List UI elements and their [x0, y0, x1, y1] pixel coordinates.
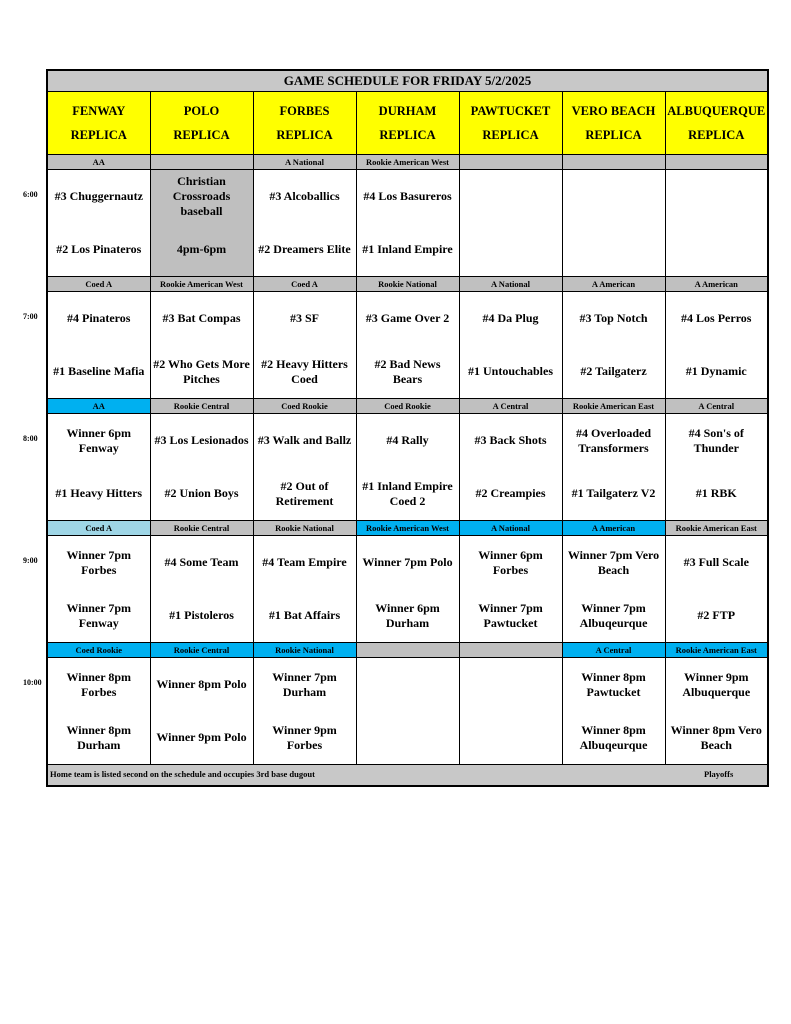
division-label: Coed Rookie [47, 643, 150, 658]
field-subtitle: REPLICA [276, 128, 333, 142]
division-label: Coed A [47, 521, 150, 536]
away-team: #4 Los Basureros [363, 189, 452, 203]
home-team: #1 Bat Affairs [268, 608, 341, 622]
game-cell [253, 292, 356, 399]
schedule-table [46, 69, 769, 787]
field-header-vero-beach [562, 92, 665, 155]
home-team: #1 Inland Empire [362, 242, 453, 256]
footer-note: Home team is listed second on the schedule and occupies 3rd base dugout [50, 769, 315, 779]
away-team: #4 Pinateros [67, 311, 131, 325]
home-team: #2 Tailgaterz [580, 364, 647, 378]
field-name: DURHAM [378, 104, 437, 118]
division-label: AA [47, 155, 150, 170]
game-cell [562, 536, 665, 643]
division-label: Rookie American East [562, 399, 665, 414]
away-team: Winner 7pm Durham [272, 669, 337, 699]
division-label: Coed A [47, 277, 150, 292]
field-name: POLO [183, 104, 220, 118]
away-team: Winner 6pm Fenway [66, 425, 132, 455]
away-team: #4 Team Empire [262, 555, 347, 569]
field-name: ALBUQUERQUE [667, 104, 766, 118]
away-team: Winner 6pm Forbes [478, 547, 543, 577]
division-label: Coed Rookie [356, 399, 459, 414]
away-team: #4 Some Team [164, 555, 239, 569]
field-header-albuquerque [665, 92, 768, 155]
home-team: #1 RBK [695, 486, 737, 500]
away-team: #4 Son's of Thunder [688, 425, 744, 455]
game-cell [356, 414, 459, 521]
game-cell [47, 414, 150, 521]
division-label: Rookie American West [150, 277, 253, 292]
game-cell [665, 170, 768, 277]
home-team: #2 Heavy Hitters Coed [261, 356, 348, 386]
reserved-cell [150, 170, 253, 277]
division-label [665, 155, 768, 170]
field-header-polo [150, 92, 253, 155]
home-team: Winner 7pm Albuqeurque [579, 600, 648, 630]
field-subtitle: REPLICA [585, 128, 642, 142]
home-team: #1 Untouchables [467, 364, 553, 378]
time-label: 10:00 [23, 677, 42, 687]
division-label: A Central [459, 399, 562, 414]
game-cell [47, 536, 150, 643]
game-cell [459, 170, 562, 277]
away-team: #3 Bat Compas [162, 311, 241, 325]
division-label: A American [562, 277, 665, 292]
division-label: Coed A [253, 277, 356, 292]
away-team [563, 170, 665, 223]
game-cell [459, 536, 562, 643]
field-name: PAWTUCKET [470, 104, 551, 118]
away-team: #3 Full Scale [683, 555, 749, 569]
field-header-durham [356, 92, 459, 155]
division-label: A American [562, 521, 665, 536]
game-cell [665, 292, 768, 399]
game-cell [356, 292, 459, 399]
home-team [460, 711, 562, 764]
home-team: Winner 9pm Polo [156, 730, 247, 744]
field-name: VERO BEACH [571, 104, 656, 118]
footer-bar [47, 765, 768, 787]
game-cell [562, 292, 665, 399]
division-label: Rookie American East [665, 643, 768, 658]
away-team: Winner 7pm Vero Beach [567, 547, 660, 577]
game-cell [562, 414, 665, 521]
division-label: Rookie National [253, 521, 356, 536]
field-subtitle: REPLICA [482, 128, 539, 142]
away-team: #3 Alcoballics [269, 189, 340, 203]
home-team: Winner 9pm Forbes [272, 722, 337, 752]
game-cell [665, 658, 768, 765]
time-slot-row [47, 292, 768, 399]
division-label: Rookie Central [150, 399, 253, 414]
game-cell [356, 170, 459, 277]
game-cell [47, 292, 150, 399]
division-label: Rookie Central [150, 643, 253, 658]
home-team: 4pm-6pm [176, 242, 227, 256]
field-header-forbes [253, 92, 356, 155]
home-team [563, 223, 665, 276]
game-cell [562, 170, 665, 277]
away-team: #4 Rally [386, 433, 429, 447]
home-team: Winner 6pm Durham [375, 600, 440, 630]
away-team: Winner 8pm Forbes [66, 669, 132, 699]
away-team [460, 170, 562, 223]
home-team: #2 Creampies [475, 486, 546, 500]
division-label: Rookie American East [665, 521, 768, 536]
division-label: Rookie American West [356, 155, 459, 170]
home-team: #1 Pistoleros [169, 608, 234, 622]
division-label: Rookie Central [150, 521, 253, 536]
game-cell [356, 658, 459, 765]
division-label: Rookie National [253, 643, 356, 658]
division-label [356, 643, 459, 658]
home-team: #2 Dreamers Elite [258, 242, 351, 256]
time-slot-row [47, 658, 768, 765]
home-team: Winner 7pm Pawtucket [478, 600, 543, 630]
home-team: Winner 8pm Albuqeurque [579, 722, 648, 752]
away-team: Winner 8pm Polo [156, 677, 247, 691]
home-team: #2 FTP [697, 608, 736, 622]
away-team [460, 658, 562, 711]
game-cell [150, 414, 253, 521]
home-team: #2 Los Pinateros [56, 242, 142, 256]
home-team: #1 Tailgaterz V2 [571, 486, 656, 500]
time-slot-row [47, 536, 768, 643]
home-team: Winner 8pm Vero Beach [670, 722, 762, 752]
home-team: #2 Who Gets More Pitches [153, 356, 250, 386]
time-slot-row [47, 414, 768, 521]
game-cell [253, 414, 356, 521]
away-team: Winner 7pm Polo [362, 555, 453, 569]
home-team: Winner 7pm Fenway [66, 600, 132, 630]
home-team: #1 Heavy Hitters [55, 486, 143, 500]
time-label: 6:00 [23, 189, 38, 199]
game-cell [253, 536, 356, 643]
game-cell [459, 414, 562, 521]
game-cell [459, 292, 562, 399]
game-cell [665, 414, 768, 521]
away-team [357, 658, 459, 711]
playoffs-legend: Playoffs [704, 769, 734, 779]
game-cell [253, 170, 356, 277]
away-team: #3 Game Over 2 [365, 311, 450, 325]
division-label: AA [47, 399, 150, 414]
division-label: A National [459, 521, 562, 536]
away-team: #4 Da Plug [482, 311, 539, 325]
away-team: #3 Top Notch [579, 311, 648, 325]
time-label: 8:00 [23, 433, 38, 443]
away-team: #3 Back Shots [474, 433, 547, 447]
division-label: A National [253, 155, 356, 170]
game-cell [562, 658, 665, 765]
home-team: #2 Union Boys [164, 486, 239, 500]
away-team: #3 Los Lesionados [154, 433, 249, 447]
away-team: #4 Los Perros [681, 311, 752, 325]
away-team: Christian Crossroads baseball [172, 174, 231, 218]
division-label: A Central [665, 399, 768, 414]
home-team [666, 223, 768, 276]
home-team: #2 Bad News Bears [374, 356, 441, 386]
game-cell [150, 658, 253, 765]
game-cell [665, 536, 768, 643]
game-cell [150, 292, 253, 399]
home-team [460, 223, 562, 276]
division-label: Rookie American West [356, 521, 459, 536]
home-team: #1 Dynamic [685, 364, 747, 378]
game-cell [459, 658, 562, 765]
away-team: #4 Overloaded Transformers [576, 425, 651, 455]
field-header-pawtucket [459, 92, 562, 155]
field-subtitle: REPLICA [70, 128, 127, 142]
away-team: Winner 7pm Forbes [66, 547, 132, 577]
game-cell [356, 536, 459, 643]
away-team: Winner 9pm Albuquerque [682, 669, 751, 699]
home-team: Winner 8pm Durham [66, 722, 132, 752]
game-cell [253, 658, 356, 765]
field-subtitle: REPLICA [173, 128, 230, 142]
field-name: FENWAY [72, 104, 126, 118]
field-subtitle: REPLICA [688, 128, 745, 142]
division-label: A American [665, 277, 768, 292]
division-label [562, 155, 665, 170]
game-cell [150, 536, 253, 643]
game-cell [47, 170, 150, 277]
away-team: #3 Chuggernautz [54, 189, 143, 203]
division-label: A National [459, 277, 562, 292]
time-slot-row [47, 170, 768, 277]
time-label: 7:00 [23, 311, 38, 321]
schedule-title: GAME SCHEDULE FOR FRIDAY 5/2/2025 [47, 70, 768, 92]
away-team: #3 SF [289, 311, 319, 325]
division-label: A Central [562, 643, 665, 658]
division-label: Coed Rookie [253, 399, 356, 414]
away-team: #3 Walk and Ballz [257, 433, 352, 447]
field-name: FORBES [279, 104, 330, 118]
game-cell [47, 658, 150, 765]
away-team [666, 170, 768, 223]
division-label [459, 155, 562, 170]
division-label [459, 643, 562, 658]
away-team: Winner 8pm Pawtucket [581, 669, 646, 699]
division-label: Rookie National [356, 277, 459, 292]
time-label: 9:00 [23, 555, 38, 565]
division-label [150, 155, 253, 170]
home-team [357, 711, 459, 764]
field-subtitle: REPLICA [379, 128, 436, 142]
home-team: #1 Baseline Mafia [53, 364, 145, 378]
home-team: #2 Out of Retirement [275, 478, 334, 508]
home-team: #1 Inland Empire Coed 2 [362, 478, 453, 508]
field-header-fenway [47, 92, 150, 155]
